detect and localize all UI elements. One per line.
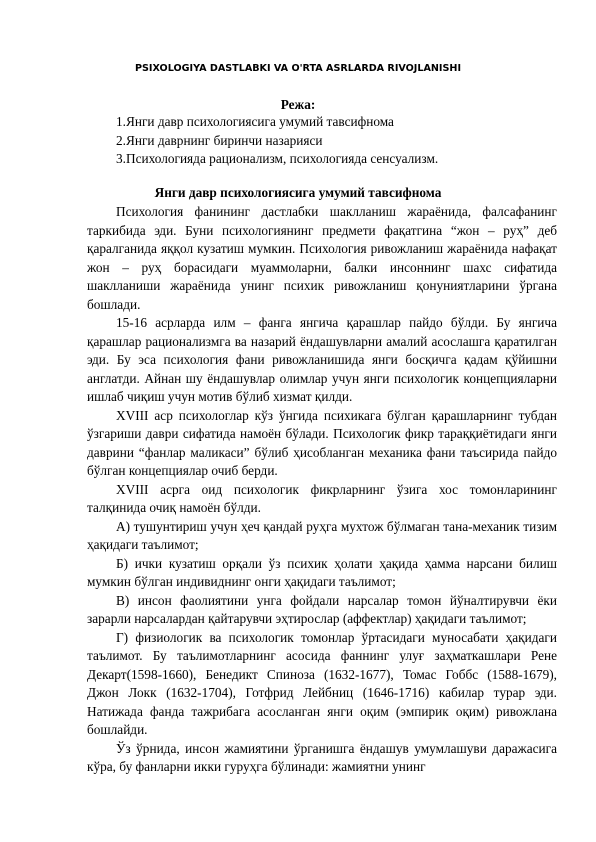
paragraph: Г) физиологик ва психологик томонлар ўртасидаги муносабати ҳақидаги таълимот. Бу таълимотларнинг асосида фаннинг улуғ заҳматкашлари Рене Декарт(1598-1660), Бенедикт Спиноза (1632-1677), Томас Гоббс (1588-1679), Джон Локк (1632-1704), Готфрид Лейбниц (1646-1716) кабилар турар эди. Натижада фанда тажрибага асосланган янги оқим (эмпирик оқим) ривожлана бошлайди. <box>87 629 557 737</box>
paragraph: XVIII аср психологлар кўз ўнгида психикага бўлган қарашларнинг тубдан ўзгариши даври сифатида намоён бўлади. Психологик фикр тараққиётидаги янги даврини “фанлар маликаси” бўлиб ҳисобланган механика фани таъсирида пайдо бўлган концепциялар очиб берди. <box>87 407 557 478</box>
paragraph: 15-16 асрларда илм – фанга янгича қарашлар пайдо бўлди. Бу янгича қарашлар рационализмга ва назарий ёндашувларни амалий асослашга қаратилган эди. Бу эса психология фани ривожланишида янги босқичга қадам қўйишни англатди. Айнан шу ёндашувлар олимлар учун янги психологик концепцияларни ишлаб чиқиш учун мотив бўлиб хизмат қилди. <box>87 315 557 404</box>
paragraph: Ўз ўрнида, инсон жамиятини ўрганишга ёндашув умумлашуви даражасига кўра, бу фанларни икки гуруҳга бўлинади: жамиятни унинг <box>87 740 557 774</box>
plan-list <box>116 113 556 169</box>
paragraph: В) инсон фаолиятини унга фойдали нарсалар томон йўналтирувчи ёки зарарли нарсалардан қайтарувчи эҳтирослар (аффектлар) ҳақидаги таълимот; <box>87 592 557 626</box>
paragraph: Психология фанининг дастлабки шаклланиш жараёнида, фалсафанинг таркибида эди. Буни психологиянинг предмети фақатгина “жон – руҳ” деб қаралганида яққол кузатиш мумкин. Психология ривожланиш жараёнида нафақат жон – руҳ борасидаги муаммоларни, балки инсоннинг шахс сифатида шаклланиши жараёнида унинг психик ривожланиш қонуниятларини ўргана бошлади. <box>87 204 557 312</box>
section-heading: Янги давр психологиясига умумий тавсифнома <box>154 185 442 200</box>
plan-item: 1.Янги давр психологиясига умумий тавсифнома <box>116 114 394 129</box>
plan-item: 3.Психологияда рационализм, психологияда сенсуализм. <box>116 151 439 166</box>
plan-item: 2.Янги даврнинг биринчи назарияси <box>116 132 323 148</box>
paragraph: А) тушунтириш учун ҳеч қандай руҳга мухтож бўлмаган тана-механик тизим ҳақидаги таълимот; <box>87 518 557 552</box>
plan-heading: Режа: <box>280 97 316 112</box>
paragraph: XVIII асрга оид психологик фикрларнинг ўзига хос томонларининг талқинида очиқ намоён бўлди. <box>87 481 557 515</box>
paragraph: Б) ички кузатиш орқали ўз психик ҳолати ҳақида ҳамма нарсани билиш мумкин бўлган индивиднинг онги ҳақидаги таълимот; <box>87 555 557 589</box>
document-title: PSIXOLOGIYA DASTLABKI VA O'RTA ASRLARDA RIVOJLANISHI <box>134 63 462 74</box>
document-body <box>87 203 557 777</box>
